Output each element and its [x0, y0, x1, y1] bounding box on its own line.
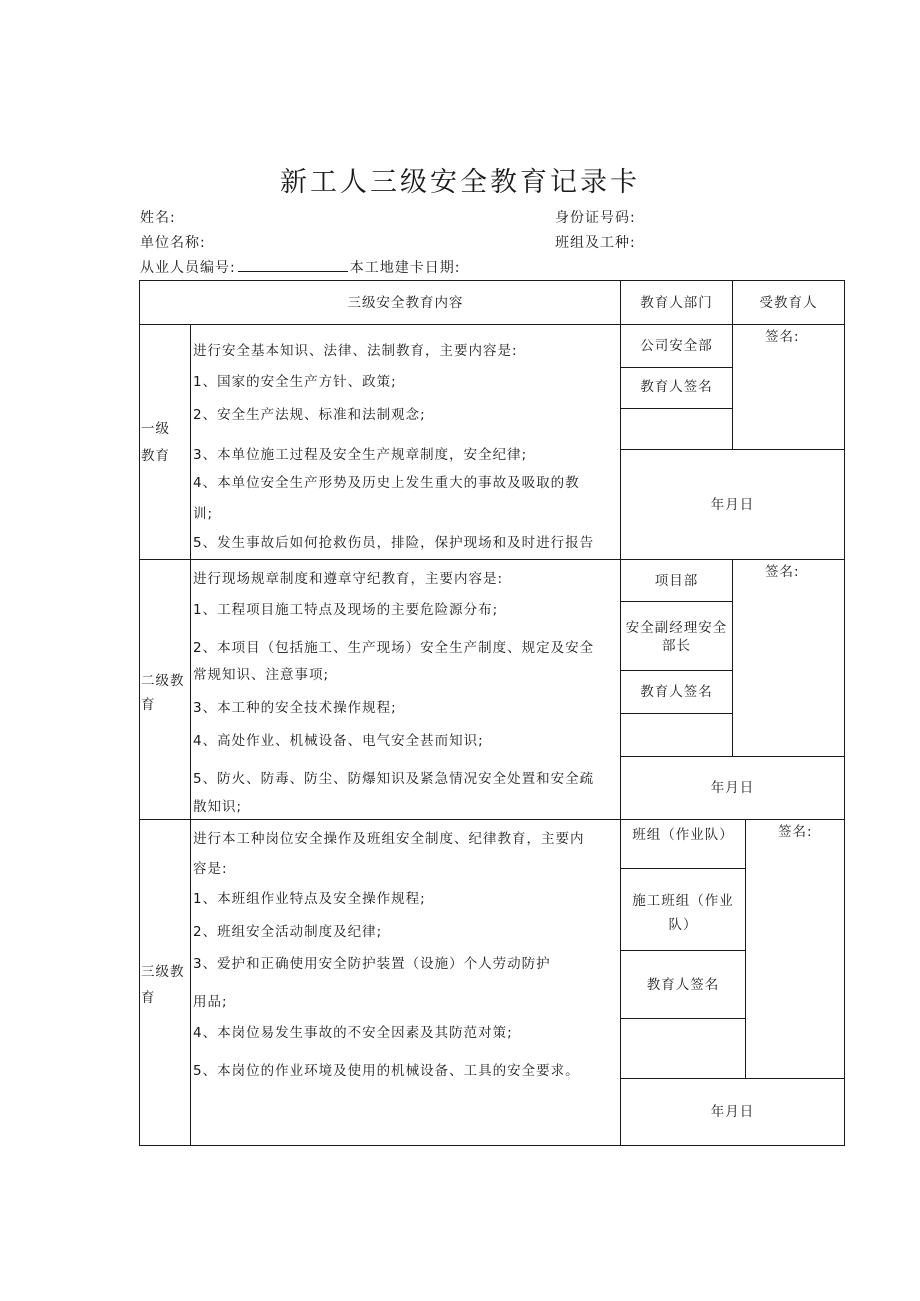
l1-row-line-1 [620, 367, 733, 368]
staff-number-blank[interactable] [238, 259, 348, 272]
level1-trainee-sign-label: 签名: [765, 329, 800, 345]
level1-educator-sign-label: 教育人签名 [640, 379, 713, 395]
l1-row-line-3 [620, 449, 845, 450]
table-border-bottom [139, 1145, 845, 1146]
level3-label-line2: 育 [141, 990, 156, 1006]
level3-intro-cont: 容是: [193, 861, 228, 877]
level2-label-line2: 育 [141, 697, 156, 713]
level2-educator-sign-label: 教育人签名 [640, 684, 713, 700]
card-date-label: 本工地建卡日期: [349, 260, 461, 276]
level3-educator-sign-label: 教育人签名 [646, 977, 720, 993]
l1-row-line-2 [620, 408, 733, 409]
l2-dept-divider [732, 559, 733, 757]
l1-dept-divider [732, 324, 733, 450]
level3-item-3: 3、爱护和正确使用安全防护装置（设施）个人劳动防护 [193, 956, 551, 972]
level2-item-4: 4、高处作业、机械设备、电气安全甚而知识; [193, 733, 484, 749]
page-title: 新工人三级安全教育记录卡 [280, 167, 640, 198]
level3-dept: 班组（作业队） [632, 827, 734, 843]
level-column-divider [190, 324, 191, 1146]
level1-label-line2: 教育 [141, 448, 170, 464]
l3-row-line-1 [620, 868, 746, 869]
level1-item-4: 4、本单位安全生产形势及历史上发生重大的事故及吸取的教 [193, 475, 580, 491]
table-border-top [139, 280, 845, 281]
l3-row-line-3 [620, 1018, 746, 1019]
level2-item-5-cont: 散知识; [193, 799, 243, 815]
level1-item-2: 2、安全生产法规、标准和法制观念; [193, 407, 426, 423]
l3-row-line-2 [620, 950, 746, 951]
staff-number-row [140, 257, 460, 277]
level1-item-5: 5、发生事故后如何抢救伤员，排险，保护现场和及时进行报告 [193, 535, 595, 551]
level3-item-3-cont: 用品; [193, 994, 228, 1010]
level3-intro: 进行本工种岗位安全操作及班组安全制度、纪律教育，主要内 [193, 831, 585, 847]
level2-item-2: 2、本项目（包括施工、生产现场）安全生产制度、规定及安全 [193, 640, 595, 656]
level1-dept: 公司安全部 [640, 338, 713, 354]
level2-dept: 项目部 [654, 573, 699, 589]
section-divider-2 [139, 819, 845, 820]
level1-intro: 进行安全基本知识、法律、法制教育，主要内容是: [193, 343, 518, 359]
level2-role-line2: 部长 [662, 638, 691, 654]
level3-label-line1: 三级教 [141, 964, 185, 980]
staff-number-label: 从业人员编号: [140, 260, 236, 276]
level3-role-line2: 队） [668, 917, 698, 933]
header-educator-dept: 教育人部门 [640, 295, 713, 311]
level1-item-3: 3、本单位施工过程及安全生产规章制度，安全纪律; [193, 447, 528, 463]
id-number-label: 身份证号码: [555, 210, 636, 226]
l2-row-line-1 [620, 601, 733, 602]
level2-item-3: 3、本工种的安全技术操作规程; [193, 700, 397, 716]
l2-row-line-4 [620, 756, 845, 757]
level1-label-line1: 一级 [141, 421, 170, 437]
level2-trainee-sign-label: 签名: [765, 564, 800, 580]
name-label: 姓名: [140, 210, 176, 226]
level1-item-4-cont: 训; [193, 506, 214, 522]
level3-date: 年月日 [710, 1104, 755, 1120]
level3-item-5: 5、本岗位的作业环境及使用的机械设备、工具的安全要求。 [193, 1063, 580, 1079]
l2-row-line-2 [620, 670, 733, 671]
level2-role-line1: 安全副经理安全 [625, 620, 728, 636]
level2-item-2-cont: 常规知识、注意事项; [193, 667, 330, 683]
level3-item-1: 1、本班组作业特点及安全操作规程; [193, 891, 426, 907]
unit-name-label: 单位名称: [140, 235, 206, 251]
level3-item-2: 2、班组安全活动制度及纪律; [193, 924, 383, 940]
level2-item-1: 1、工程项目施工特点及现场的主要危险源分布; [193, 602, 499, 618]
level2-date: 年月日 [710, 780, 755, 796]
level3-trainee-sign-label: 签名: [778, 824, 813, 840]
section-divider-1 [139, 559, 845, 560]
level2-item-5: 5、防火、防毒、防尘、防爆知识及紧急情况安全处置和安全疏 [193, 771, 595, 787]
table-border-left [139, 280, 140, 1146]
level2-intro: 进行现场规章制度和遵章守纪教育，主要内容是: [193, 571, 504, 587]
level1-item-1: 1、国家的安全生产方针、政策; [193, 374, 397, 390]
level2-label-line1: 二级教 [141, 673, 185, 689]
l2-row-line-3 [620, 713, 733, 714]
team-trade-label: 班组及工种: [555, 235, 636, 251]
l3-dept-divider [745, 819, 746, 1079]
level1-date: 年月日 [710, 497, 755, 513]
header-row-divider [139, 324, 845, 325]
l3-row-line-4 [620, 1078, 845, 1079]
table-border-right [844, 280, 845, 1146]
header-content: 三级安全教育内容 [347, 295, 464, 311]
level3-item-4: 4、本岗位易发生事故的不安全因素及其防范对策; [193, 1025, 513, 1041]
header-trainee: 受教育人 [759, 295, 818, 311]
level3-role-line1: 施工班组（作业 [632, 893, 734, 909]
